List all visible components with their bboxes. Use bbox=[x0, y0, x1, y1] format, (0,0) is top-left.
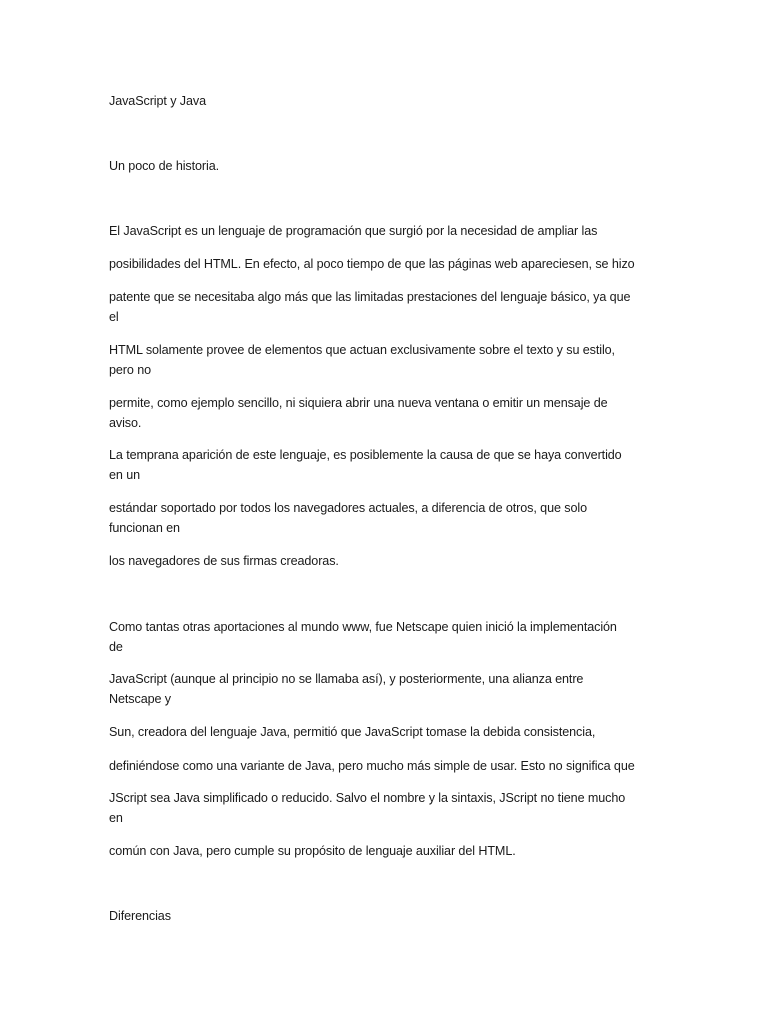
paragraph-line: los navegadores de sus firmas creadoras. bbox=[109, 554, 339, 568]
paragraph-line: Sun, creadora del lenguaje Java, permitió que JavaScript tomase la debida consistencia, bbox=[109, 725, 596, 739]
paragraph-line: Como tantas otras aportaciones al mundo www, fue Netscape quien inició la implementación bbox=[109, 620, 617, 634]
section-heading-differences: Diferencias bbox=[109, 909, 171, 923]
paragraph-line: permite, como ejemplo sencillo, ni siquiera abrir una nueva ventana o emitir un mensaje de bbox=[109, 396, 608, 410]
paragraph-line: definiéndose como una variante de Java, pero mucho más simple de usar. Esto no significa que bbox=[109, 759, 635, 773]
paragraph-line: aviso. bbox=[109, 416, 142, 430]
paragraph-line: Netscape y bbox=[109, 692, 171, 706]
paragraph-line: estándar soportado por todos los navegadores actuales, a diferencia de otros, que solo bbox=[109, 501, 587, 515]
paragraph-line: común con Java, pero cumple su propósito de lenguaje auxiliar del HTML. bbox=[109, 844, 516, 858]
paragraph-line: JavaScript (aunque al principio no se llamaba así), y posteriormente, una alianza entre bbox=[109, 672, 584, 686]
paragraph-line: La temprana aparición de este lenguaje, es posiblemente la causa de que se haya convertido bbox=[109, 448, 622, 462]
paragraph-line: El JavaScript es un lenguaje de programación que surgió por la necesidad de ampliar las bbox=[109, 224, 598, 238]
paragraph-line: HTML solamente provee de elementos que actuan exclusivamente sobre el texto y su estilo, bbox=[109, 343, 615, 357]
paragraph-line: en bbox=[109, 811, 123, 825]
section-heading-history: Un poco de historia. bbox=[109, 159, 220, 173]
paragraph-line: de bbox=[109, 640, 123, 654]
paragraph-line: posibilidades del HTML. En efecto, al poco tiempo de que las páginas web apareciesen, se hizo bbox=[109, 257, 635, 271]
paragraph-line: patente que se necesitaba algo más que las limitadas prestaciones del lenguaje básico, ya que bbox=[109, 290, 631, 304]
paragraph-line: JScript sea Java simplificado o reducido. Salvo el nombre y la sintaxis, JScript no tiene mucho bbox=[109, 791, 626, 805]
paragraph-line: el bbox=[109, 310, 119, 324]
paragraph-line: en un bbox=[109, 468, 141, 482]
paragraph-line: pero no bbox=[109, 363, 152, 377]
paragraph-line: funcionan en bbox=[109, 521, 180, 535]
document-title: JavaScript y Java bbox=[109, 94, 206, 108]
